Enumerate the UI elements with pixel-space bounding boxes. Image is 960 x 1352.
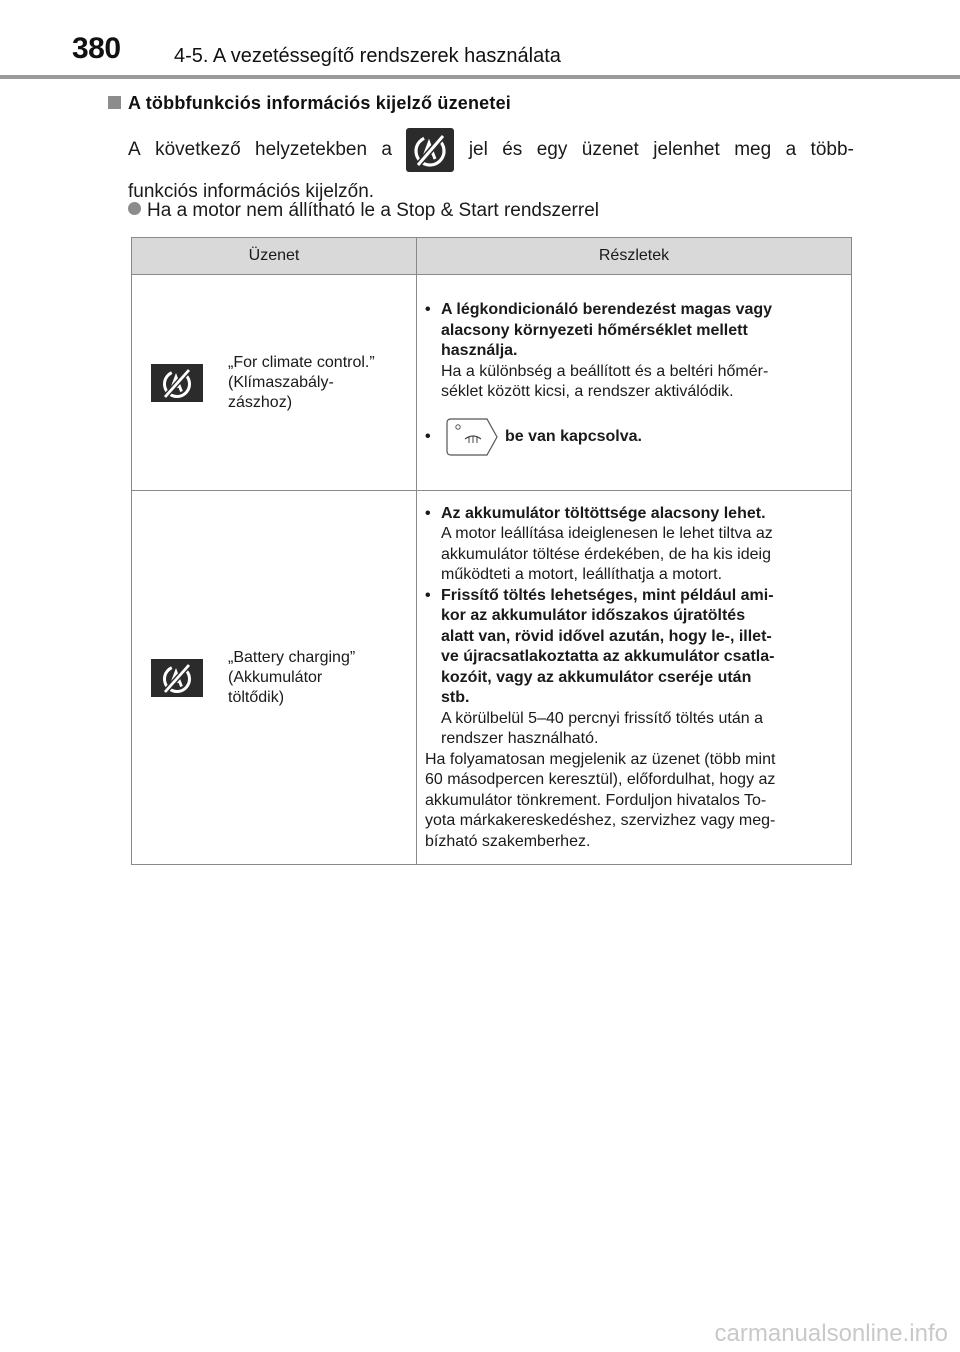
column-header-message: Üzenet bbox=[132, 238, 417, 275]
detail-line: bízható szakemberhez. bbox=[425, 832, 591, 850]
intro-paragraph bbox=[128, 129, 854, 203]
detail-line: kozóit, vagy az akkumulátor cseréje után bbox=[441, 668, 752, 686]
detail-line: Az akkumulátor töltöttsége alacsony lehet. bbox=[441, 504, 766, 522]
message-line: zászhoz) bbox=[228, 393, 293, 411]
detail-line: A légkondicionáló berendezést magas vagy bbox=[441, 301, 773, 319]
detail-note bbox=[425, 750, 839, 853]
intro-word: a bbox=[381, 139, 392, 160]
intro-word: a bbox=[785, 139, 797, 160]
watermark: carmanualsonline.info bbox=[714, 1320, 948, 1347]
header-divider bbox=[0, 75, 960, 79]
detail-line: ve újracsatlakoztatta az akkumulátor csatla- bbox=[441, 648, 775, 666]
column-header-details: Részletek bbox=[417, 238, 852, 275]
intro-word: jel bbox=[468, 139, 488, 160]
details-cell bbox=[417, 275, 852, 491]
detail-line: működteti a motort, leállíthatja a motort. bbox=[441, 566, 723, 584]
section-heading bbox=[108, 93, 511, 114]
detail-line: A körülbelül 5–40 percnyi frissítő töltés után a bbox=[441, 709, 763, 727]
detail-line: yota márkakereskedéshez, szervizhez vagy meg- bbox=[425, 812, 776, 830]
intro-word: egy bbox=[536, 139, 568, 160]
detail-bullet: • Az akkumulátor töltöttsége alacsony lehet. A motor leállítása ideiglenesen le lehet tiltva az akkumulátor töltése érdekében, de ha kis ideig működteti a motort, leállíthatja a motort. bbox=[425, 504, 839, 586]
detail-line: Ha folyamatosan megjelenik az üzenet (több mint bbox=[425, 750, 776, 768]
intro-line-1 bbox=[128, 129, 854, 171]
intro-word: jelenhet bbox=[653, 139, 720, 160]
detail-line: be van kapcsolva. bbox=[505, 427, 642, 445]
detail-line: 60 másodpercen keresztül), előfordulhat, hogy az bbox=[425, 771, 776, 789]
message-table bbox=[131, 237, 852, 865]
stop-start-off-indicator-icon bbox=[151, 364, 203, 402]
table-row bbox=[132, 275, 852, 491]
detail-line: alacsony környezeti hőmérséklet mellett bbox=[441, 321, 748, 339]
detail-line: stb. bbox=[441, 689, 470, 707]
message-text bbox=[228, 648, 355, 708]
detail-line: használja. bbox=[441, 342, 518, 360]
page-header bbox=[0, 0, 960, 80]
intro-word: A bbox=[128, 139, 141, 160]
detail-line: rendszer használható. bbox=[441, 730, 599, 748]
details-cell bbox=[417, 491, 852, 865]
section-heading-text: A többfunkciós információs kijelző üzenetei bbox=[128, 93, 511, 113]
detail-bullet: • A légkondicionáló berendezést magas vagy alacsony környezeti hőmérséklet mellett használja. Ha a különbség a beállított és a beltéri hőmér- séklet között kicsi, a rendszer aktiválódik. bbox=[425, 300, 839, 403]
condition-text: Ha a motor nem állítható le a Stop & Start rendszerrel bbox=[147, 200, 599, 221]
detail-bullet: • be van kapcsolva. bbox=[425, 417, 839, 457]
intro-word: helyzetekben bbox=[255, 139, 368, 160]
stop-start-off-indicator-icon bbox=[151, 659, 203, 697]
round-bullet-icon bbox=[128, 202, 141, 215]
detail-line: alatt van, rövid idővel azután, hogy le-, illet- bbox=[441, 627, 772, 645]
table-header-row bbox=[132, 238, 852, 275]
chapter-title: 4-5. A vezetéssegítő rendszerek használata bbox=[174, 45, 561, 67]
message-line: „For climate control.” bbox=[228, 353, 375, 371]
detail-line: séklet között kicsi, a rendszer aktiválódik. bbox=[441, 383, 734, 401]
intro-word: üzenet bbox=[581, 139, 639, 160]
message-line: töltődik) bbox=[228, 688, 285, 706]
detail-line: A motor leállítása ideiglenesen le lehet tiltva az bbox=[441, 525, 773, 543]
detail-line: akkumulátor töltése érdekében, de ha kis ideig bbox=[441, 545, 771, 563]
message-line: (Klímaszabály- bbox=[228, 373, 334, 391]
message-line: (Akkumulátor bbox=[228, 668, 323, 686]
detail-line: Frissítő töltés lehetséges, mint például ami- bbox=[441, 586, 774, 604]
intro-line-2: funkciós információs kijelzőn. bbox=[128, 181, 375, 202]
condition-item bbox=[128, 200, 599, 222]
intro-word: több- bbox=[810, 139, 854, 160]
detail-line: Ha a különbség a beállított és a beltéri hőmér- bbox=[441, 362, 769, 380]
square-bullet-icon bbox=[108, 96, 121, 109]
page-number: 380 bbox=[72, 32, 121, 65]
message-text bbox=[228, 353, 375, 413]
intro-word: és bbox=[502, 139, 523, 160]
message-cell bbox=[132, 275, 417, 491]
table-row bbox=[132, 491, 852, 865]
detail-line: kor az akkumulátor időszakos újratöltés bbox=[441, 607, 746, 625]
intro-word: következő bbox=[155, 139, 241, 160]
detail-bullet: • Frissítő töltés lehetséges, mint például ami- kor az akkumulátor időszakos újratöltés alatt van, rövid idővel azután, hogy le-, illet- ve újracsatlakoztatta az akkumulátor csatla- kozóit, vagy az akkumulátor cseréje után stb. A körülbelül 5–40 percnyi frissítő töltés után a rendszer használható. bbox=[425, 586, 839, 750]
windshield-defogger-switch-icon bbox=[443, 417, 501, 457]
message-line: „Battery charging” bbox=[228, 648, 356, 666]
message-cell bbox=[132, 491, 417, 865]
stop-start-off-indicator-icon bbox=[406, 128, 454, 172]
detail-line: akkumulátor tönkrement. Forduljon hivatalos To- bbox=[425, 791, 767, 809]
intro-word: meg bbox=[734, 139, 772, 160]
